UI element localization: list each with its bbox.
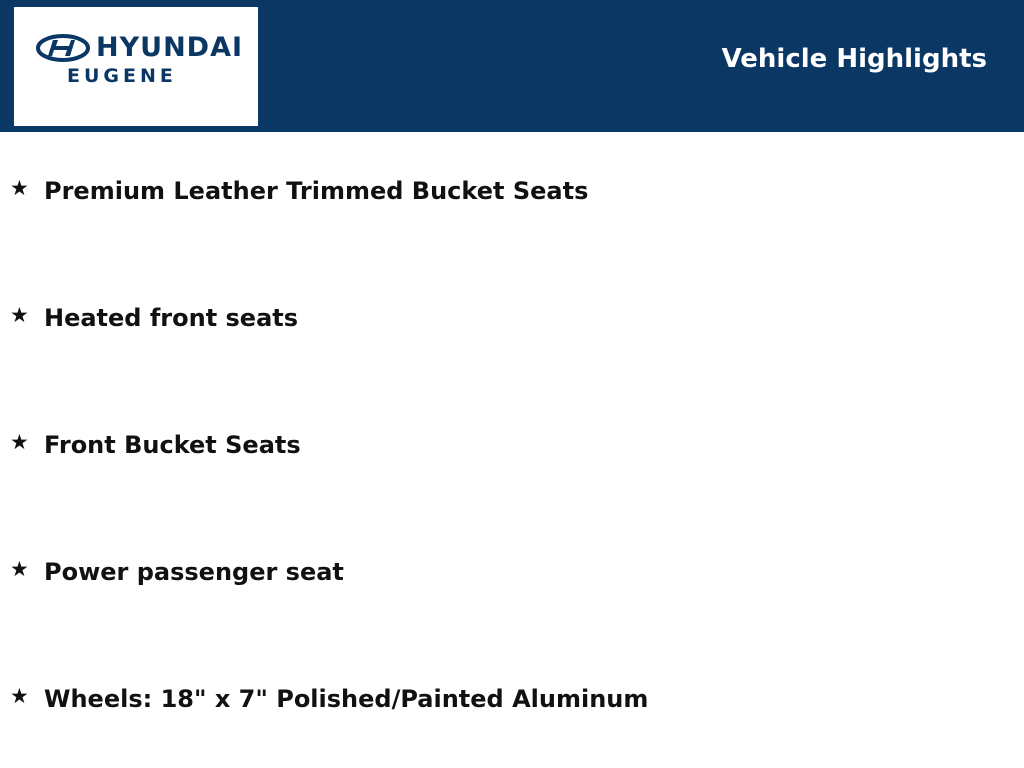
header-bar [0, 0, 1024, 132]
star-icon: ★ [10, 557, 29, 581]
highlight-label: Heated front seats [44, 304, 299, 332]
highlight-label: Power passenger seat [44, 558, 344, 586]
logo-brand-text: HYUNDAI [96, 32, 244, 63]
hyundai-emblem-icon [36, 34, 90, 62]
star-icon: ★ [10, 176, 29, 200]
star-icon: ★ [10, 430, 29, 454]
page-title: Vehicle Highlights [721, 44, 987, 74]
highlight-item [10, 682, 1010, 722]
highlight-item [10, 555, 1010, 595]
highlight-label: Premium Leather Trimmed Bucket Seats [44, 177, 589, 205]
highlight-label: Front Bucket Seats [44, 431, 301, 459]
star-icon: ★ [10, 684, 29, 708]
logo-location-text: EUGENE [67, 65, 177, 87]
dealer-logo[interactable] [14, 7, 258, 126]
star-icon: ★ [10, 303, 29, 327]
highlight-item [10, 301, 1010, 341]
highlight-item [10, 428, 1010, 468]
highlight-item [10, 174, 1010, 214]
highlight-label: Wheels: 18" x 7" Polished/Painted Aluminum [44, 685, 649, 713]
